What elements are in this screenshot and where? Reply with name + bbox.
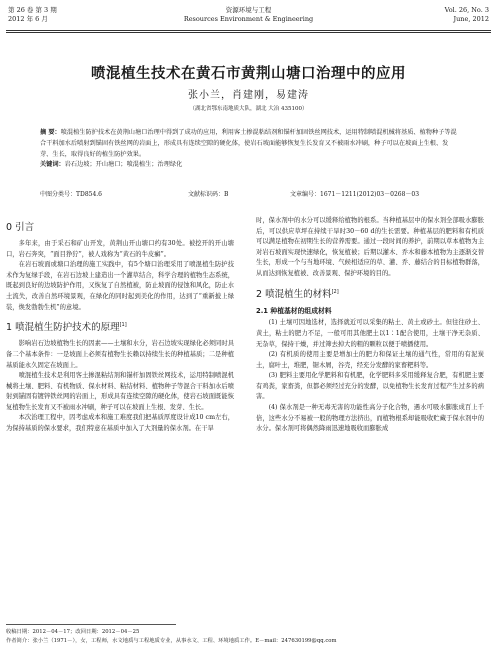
footnote-rule [6, 624, 176, 625]
section-heading-intro: 0 引言 [6, 222, 35, 233]
section-heading-text: 2 喷混植生的材料 [256, 288, 332, 300]
paragraph: (1) 土壤可因地选材，选择就近可以采集的粘土、黄土或砂土。但往往砂土、黄土，粘土的肥力不足，一般可用其他肥土以1∶1配合使用，土壤干净无杂质、无杂草，保持干燥，并过筛去掉大的粗的颗粒以便于喷播使用。 [256, 319, 484, 348]
journal-name-en: Resources Environment & Engineering [183, 15, 314, 23]
volume-issue: 第 26 卷 第 3 期 [8, 6, 57, 14]
citation-ref: [1] [119, 322, 127, 329]
received-dates: 收稿日期：2012－04－17；改回日期：2012－04－25 [6, 629, 140, 635]
abstract-label: 摘 要： [40, 129, 61, 136]
issue-date-en: June, 2012 [453, 15, 489, 23]
paragraph: 在岩石坡面或塘口治理的施工实践中，有5个塘口治理采用了喷混植生防护技术作为复绿手段，在岩石边坡上建造出一个灌草结合，科学合理的植物生态系统，既起到良好的边坡防护作用，又恢复了自然植被，防止坡面的侵蚀和风化，防止水土流失，改善自然环境景观，在绿化的同时起到美化的作用，达到了“重新披上绿装，焕发勃勃生机”的意境。 [6, 261, 234, 311]
footnote [6, 628, 491, 646]
journal-name-cn: 资源环境与工程 [225, 6, 272, 14]
paragraph: (3) 肥料主要用化学肥料和有机肥，化学肥料多采用缓释复合肥，有机肥主要有鸡粪，家畜粪，但都必须经过充分的发酵，以免植物生长发育过程产生过多的病害。 [256, 372, 484, 401]
paper-title: 喷混植生技术在黄石市黄荆山塘口治理中的应用 [91, 66, 406, 82]
paragraph: (4) 保水剂是一种无毒无害的功能性高分子化合物，遇水可吸水膨胀成百上千倍，这些水分不易被一般的物理方法挤出，而植物根系却能吸收贮藏于保水剂中的水分。保水剂可将偶然降雨迅速地吸收而膨胀成 [256, 404, 484, 433]
keywords-text: 岩石边坡；开山塘口；喷混植生；治理绿化 [64, 161, 183, 169]
paragraph: 时，保水剂中的水分可以缓释给植物的根系。当种植基层中的保水剂全部吸水膨胀后，可以供应草坪在持续干旱时30－60 d的生长需要。种植基层的肥料和有机质可以满足植物在初期生长的营养需要。通过一段时间的养护，前期以草本植物为主对岩石坡面实现快速绿化，恢复植被；后期以灌木、乔木和藤本植物为主逐渐交替生长，形成一个与当地环境、气候相适应的草、灌、乔、藤结合的目标植物群落，从而达到恢复植被、改善景观、保护环境的目的。 [256, 217, 484, 277]
left-column [6, 216, 234, 435]
affiliation: （湖北省鄂东南地质大队，湖北 大冶 435100） [189, 106, 308, 112]
issue-date: 2012 年 6 月 [8, 15, 48, 23]
keywords-label: 关键词： [40, 161, 65, 169]
subsection-heading: 2.1 种植基材的组成材料 [256, 306, 332, 315]
paragraph: 本次治理工程中，因考虑成本和施工难度我们把基质厚度设计成10 cm左右，为保持基质的保水要求，我们特意在基质中加入了大剂量的保水剂。在干旱 [6, 414, 234, 433]
header-center [0, 6, 497, 24]
document-code: 文献标识码：B [188, 191, 229, 198]
section-heading-material [256, 285, 484, 302]
header-right [445, 6, 489, 24]
clc-number: 中图分类号：TD854.6 [40, 191, 102, 198]
author-list: 张小兰，肖建刚，易建涛 [188, 90, 309, 101]
article-number: 文章编号：1671－1211(2012)03－0268－03 [290, 191, 420, 198]
author-bio: 作者简介：张小兰（1971－），女，工程师，水文地质与工程地质专业，从事水文、工程、环境地质工作。E－mail：247630199@qq.com [6, 638, 337, 644]
paragraph: (2) 有机质的使用主要是增加土的肥力和保证土壤的通气性，常用的有泥炭土，腐叶土，堆肥，锯木屑，谷壳，经充分发酵的家畜粑料等。 [256, 351, 484, 369]
abstract-text: 喷混植生防护技术在黄荆山塘口治理中得到了成功的应用，利用客土掺混粘结剂和锚杆加固铁丝网技术，运用特制喷混机械将基质、植物种子等混合干料加水后喷射到锚固有铁丝网的岩面上，形成具有连续空隙的硬化体，使岩石坡面能够恢复生长发育又不被雨水冲刷，种子可以在坡面上生根、发芽、生长，取得良好的植生防护效果。 [40, 129, 457, 158]
volume-issue-en: Vol. 26, No. 3 [444, 6, 489, 14]
right-column [256, 216, 484, 435]
paragraph: 影响岩石边坡植物生长的因素——土壤和水分，岩石边坡实现绿化必须同时具备二个基本条件：一是坡面上必须有植物生长赖以持续生长的种植基质；二是种植基质能永久固定在坡面上。 [6, 340, 234, 369]
citation-ref: [2] [331, 288, 339, 295]
abstract [40, 128, 460, 171]
paragraph: 喷混植生技术是利用客土掺混粘结剂和锚杆加固铁丝网技术，运用特制喷混机械将土壤、肥料、有机物质、保水材料、粘结材料、植物种子等混合干料加水后喷射到锚固有镀锌铁丝网的岩面上，形成具有连续空隙的硬化体，使岩石坡面既能恢复植物生长发育又不被雨水冲刷，种子可以在坡面上生根、发芽、生长。 [6, 372, 234, 411]
header-rule-top [6, 30, 491, 31]
paragraph: 多年来，由于采石和矿山开发，黄荆山开山塘口约有30处。被挖开的开山塘口，岩石奔突，“面目狰狞”，被人戏称为“黄石的牛皮癣”。 [6, 240, 234, 258]
section-heading-principle [6, 318, 234, 335]
section-heading-text: 1 喷混植生防护技术的原理 [6, 322, 120, 334]
header-rule-bottom [6, 32, 491, 33]
